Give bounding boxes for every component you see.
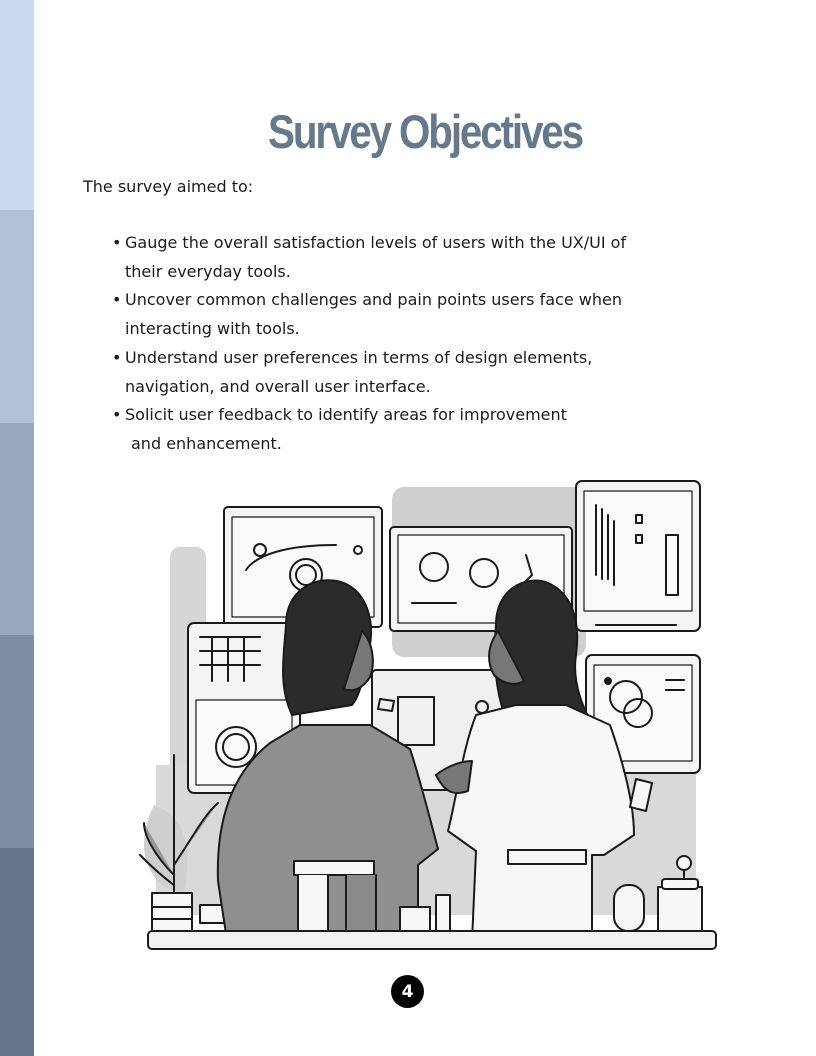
list-item [112, 344, 712, 401]
objective-line: Solicit user feedback to identify areas for improvement [125, 405, 567, 425]
objective-line: Understand user preferences in terms of design elements, [125, 347, 593, 367]
objective-line: Gauge the overall satisfaction levels of users with the UX/UI of [125, 233, 627, 252]
band-segment-3 [0, 423, 34, 635]
objective-line-continued: their everyday tools. [125, 261, 291, 281]
page-title: Survey Objectives [268, 105, 582, 158]
decorative-side-band [0, 0, 34, 1056]
list-item [112, 401, 712, 458]
bullet-icon: • [112, 290, 122, 310]
page-number-badge [391, 975, 424, 1008]
band-segment-1 [0, 0, 34, 210]
intro-text: The survey aimed to: [83, 177, 254, 196]
list-item [112, 286, 712, 343]
band-segment-5 [0, 848, 34, 1056]
bullet-icon: • [112, 405, 122, 425]
objective-line-continued: interacting with tools. [125, 319, 300, 339]
people-at-monitors-illustration [136, 475, 720, 953]
objectives-list [112, 229, 712, 459]
page-number: 4 [401, 981, 414, 1002]
objective-line-continued: navigation, and overall user interface. [125, 376, 431, 396]
band-segment-2 [0, 210, 34, 423]
objective-line-continued: and enhancement. [131, 433, 282, 453]
bullet-icon: • [112, 233, 122, 252]
band-segment-4 [0, 635, 34, 848]
list-item [112, 229, 712, 286]
objective-line: Uncover common challenges and pain points users face when [125, 290, 622, 310]
bullet-icon: • [112, 347, 122, 367]
